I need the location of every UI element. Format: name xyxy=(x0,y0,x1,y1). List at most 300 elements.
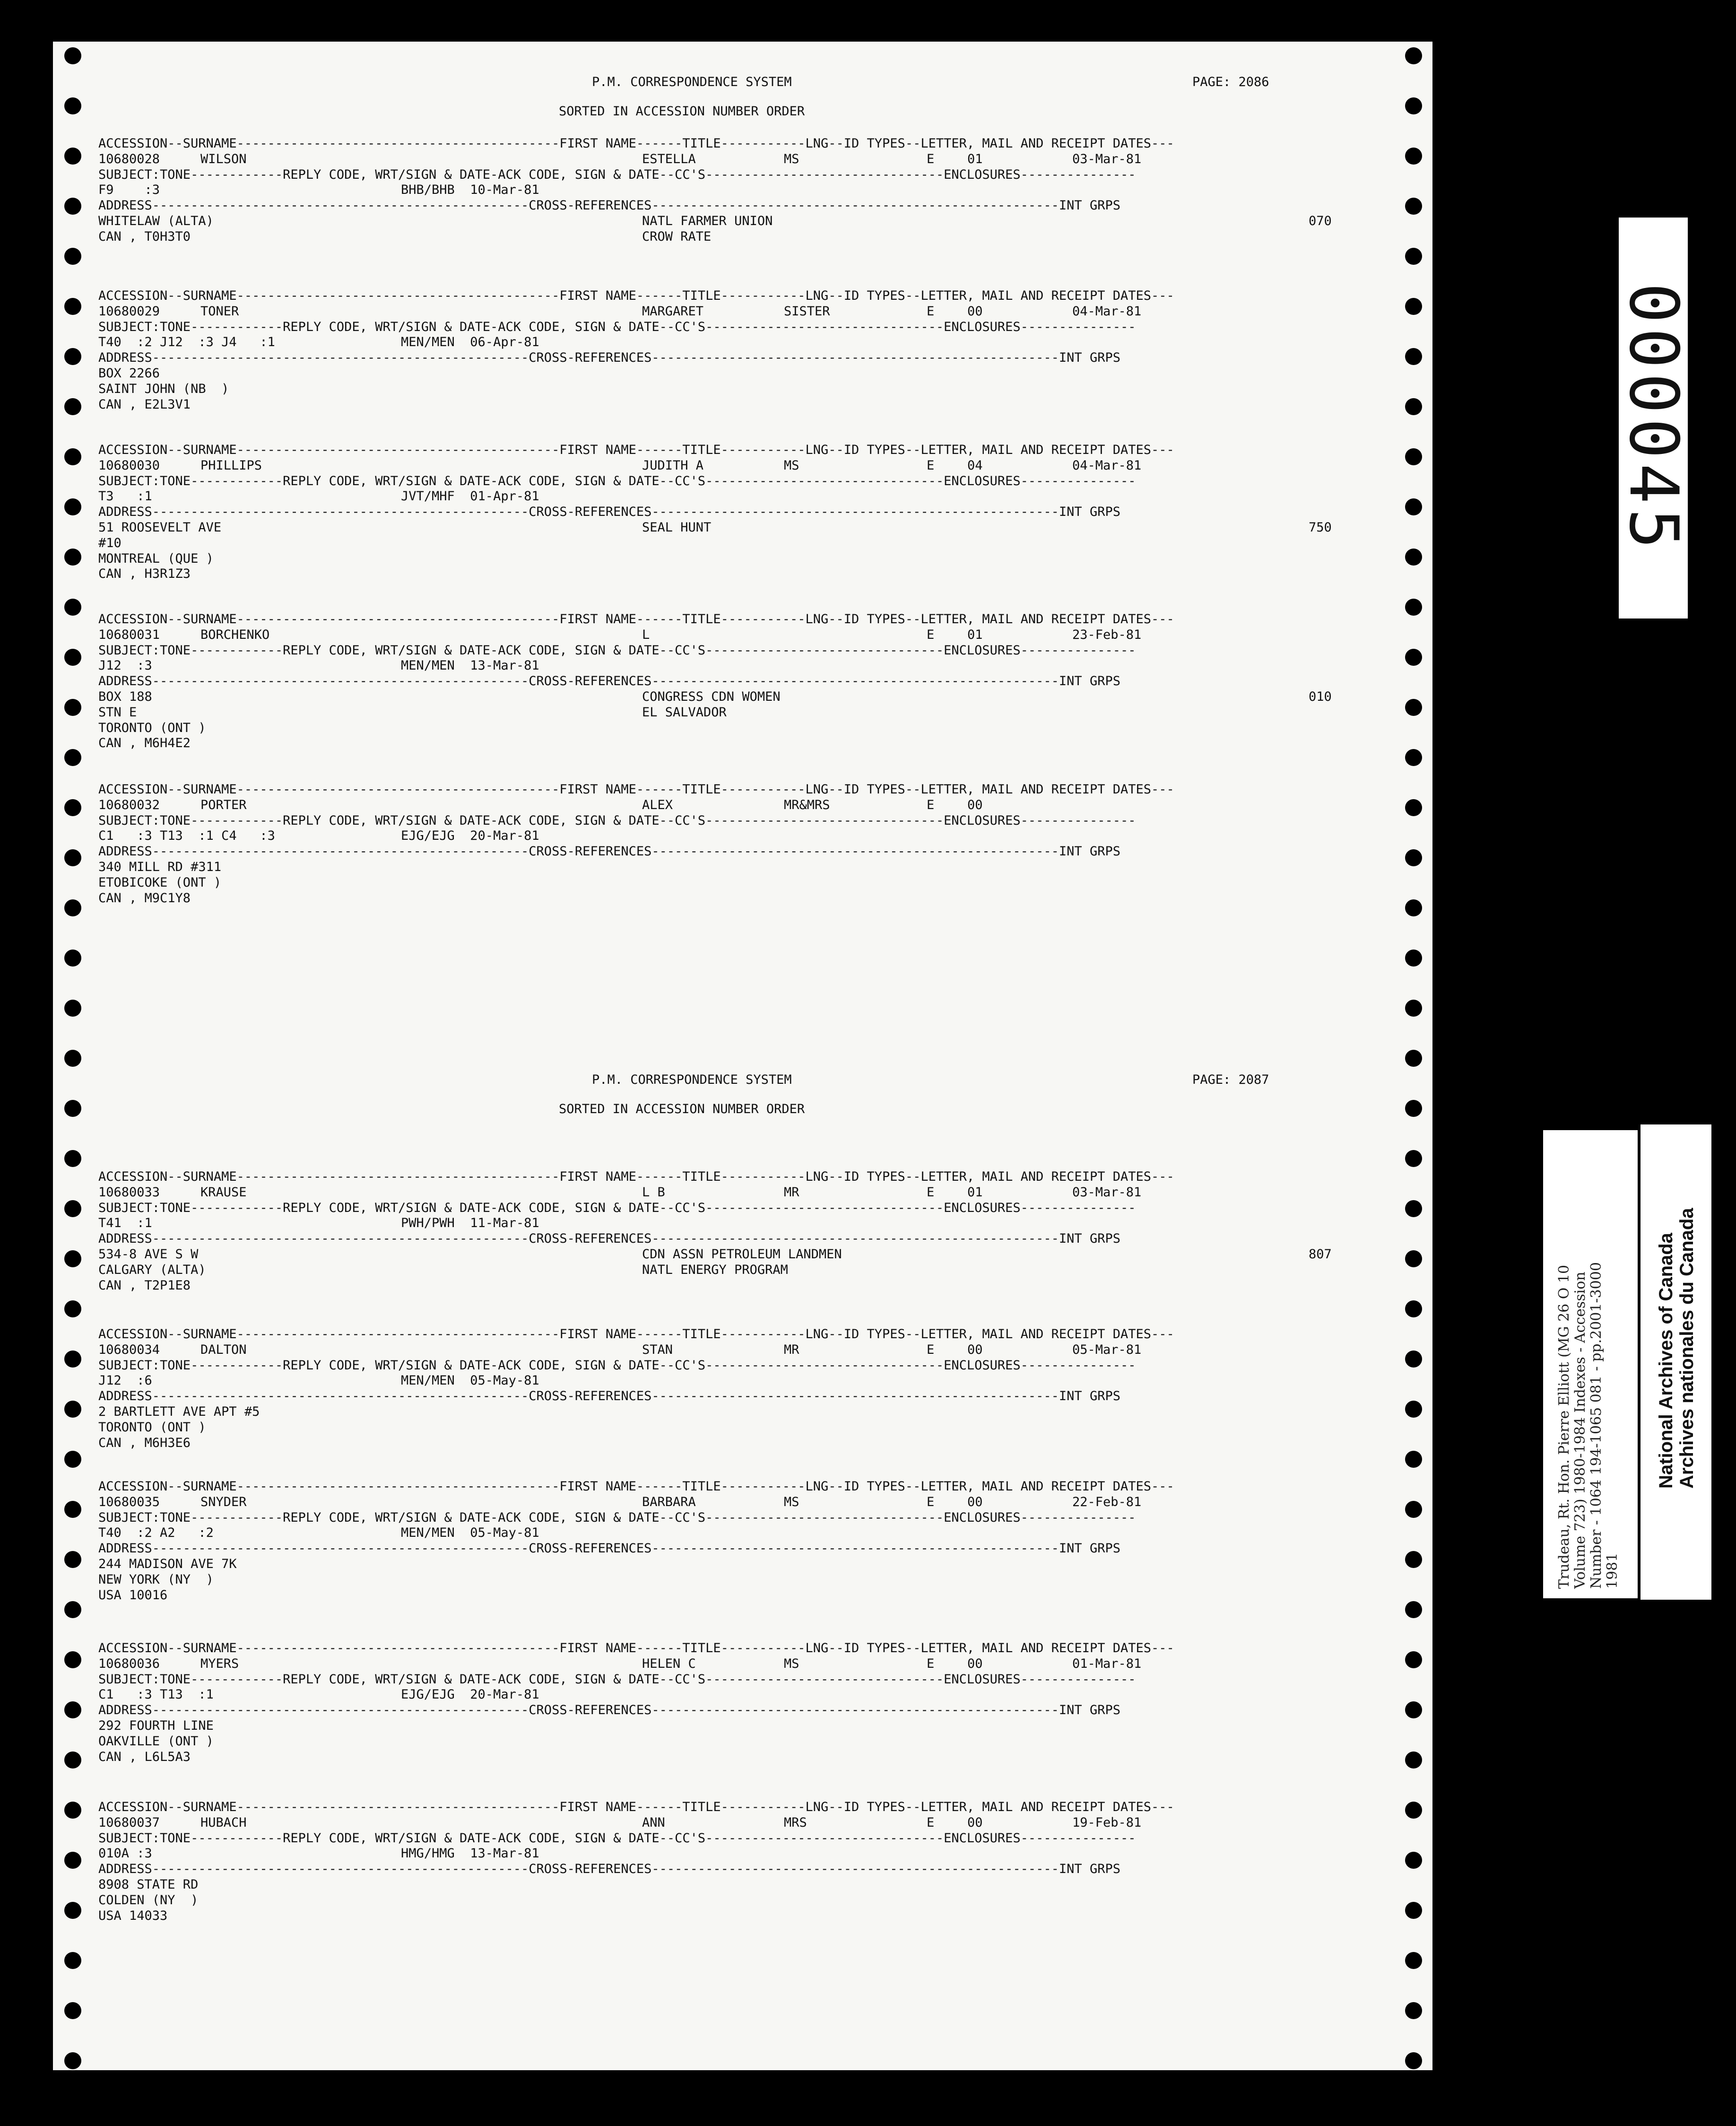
address-line: #10 xyxy=(98,535,122,550)
address-row xyxy=(98,689,1384,705)
address-line: USA 10016 xyxy=(98,1587,168,1603)
subject-values-row xyxy=(98,335,1384,350)
surname: PHILLIPS xyxy=(200,458,262,473)
header-line-2: SUBJECT:TONE------------REPLY CODE, WRT/SIGN & DATE-ACK CODE, SIGN & DATE--CC'S-------------------------------ENCLOSURES--------------- xyxy=(98,813,1136,828)
subject-values-row xyxy=(98,489,1384,505)
first-name: HELEN C xyxy=(642,1656,696,1671)
tractor-hole xyxy=(64,1351,81,1368)
int-grps: 070 xyxy=(1309,213,1332,228)
reply-code: MEN/MEN 05-May-81 xyxy=(401,1373,539,1388)
accession-record xyxy=(98,782,1384,906)
tractor-hole xyxy=(1405,1000,1422,1017)
language: E xyxy=(927,151,935,166)
title: MS xyxy=(784,1494,799,1509)
cross-reference: NATL ENERGY PROGRAM xyxy=(642,1262,788,1277)
header-line-3: ADDRESS-------------------------------------------------CROSS-REFERENCES-----------------------------------------------------INT GRPS xyxy=(98,505,1120,520)
language: E xyxy=(927,797,935,812)
id-type: 01 xyxy=(967,1185,983,1200)
title: SISTER xyxy=(784,304,830,319)
address-header-row xyxy=(98,350,1384,366)
record-header-row xyxy=(98,288,1384,304)
archive-institution-label xyxy=(1641,1124,1711,1600)
address-line: CAN , T0H3T0 xyxy=(98,229,191,244)
language: E xyxy=(927,1342,935,1357)
address-line: ETOBICOKE (ONT ) xyxy=(98,875,222,890)
tractor-hole xyxy=(64,749,81,766)
header-line-3: ADDRESS-------------------------------------------------CROSS-REFERENCES-----------------------------------------------------INT GRPS xyxy=(98,198,1120,213)
page-number: PAGE: 2087 xyxy=(1192,1072,1269,1087)
title: MR xyxy=(784,1342,799,1357)
subject-header-row xyxy=(98,1510,1384,1526)
accession-record xyxy=(98,612,1384,751)
accession-number: 10680028 xyxy=(98,151,160,166)
reply-code: HMG/HMG 13-Mar-81 xyxy=(401,1846,539,1861)
tractor-hole xyxy=(64,1551,81,1568)
address-header-row xyxy=(98,674,1384,689)
accession-record xyxy=(98,1800,1384,1924)
address-row xyxy=(98,1247,1384,1263)
address-line: CAN , H3R1Z3 xyxy=(98,566,191,582)
header-line-1: ACCESSION--SURNAME------------------------------------------FIRST NAME------TITLE-----------LNG--ID TYPES--LETTER, MAIL AND RECEIPT DATES--- xyxy=(98,782,1174,797)
record-values-row xyxy=(98,627,1384,643)
header-line-1: ACCESSION--SURNAME------------------------------------------FIRST NAME------TITLE-----------LNG--ID TYPES--LETTER, MAIL AND RECEIPT DATES--- xyxy=(98,1169,1174,1184)
id-type: 00 xyxy=(967,304,983,319)
header-line-2: SUBJECT:TONE------------REPLY CODE, WRT/SIGN & DATE-ACK CODE, SIGN & DATE--CC'S-------------------------------ENCLOSURES--------------- xyxy=(98,643,1136,658)
tractor-hole xyxy=(1405,1701,1422,1718)
tractor-hole xyxy=(64,148,81,165)
header-line-1: ACCESSION--SURNAME------------------------------------------FIRST NAME------TITLE-----------LNG--ID TYPES--LETTER, MAIL AND RECEIPT DATES--- xyxy=(98,136,1174,151)
tractor-hole xyxy=(64,1751,81,1769)
address-row xyxy=(98,366,1384,382)
accession-number: 10680032 xyxy=(98,797,160,812)
address-line: CAN , T2P1E8 xyxy=(98,1278,191,1293)
reply-code: MEN/MEN 05-May-81 xyxy=(401,1525,539,1541)
address-line: CAN , M9C1Y8 xyxy=(98,890,191,906)
subject-header-row xyxy=(98,1672,1384,1688)
title: MS xyxy=(784,1656,799,1671)
address-header-row xyxy=(98,505,1384,520)
address-row xyxy=(98,1420,1384,1436)
tractor-hole xyxy=(64,1952,81,1969)
subject-tone: 010A :3 xyxy=(98,1846,152,1861)
tractor-hole xyxy=(64,2002,81,2019)
tractor-hole xyxy=(64,1651,81,1668)
address-header-row xyxy=(98,1541,1384,1557)
address-row xyxy=(98,1572,1384,1588)
microfilm-frame-number xyxy=(1614,218,1693,619)
language: E xyxy=(927,1185,935,1200)
id-type: 00 xyxy=(967,797,983,812)
header-line-2: SUBJECT:TONE------------REPLY CODE, WRT/SIGN & DATE-ACK CODE, SIGN & DATE--CC'S-------------------------------ENCLOSURES--------------- xyxy=(98,473,1136,488)
address-row xyxy=(98,860,1384,875)
tractor-hole xyxy=(1405,498,1422,515)
tractor-hole xyxy=(64,1802,81,1819)
page-subtitle: SORTED IN ACCESSION NUMBER ORDER xyxy=(559,1102,805,1116)
subject-values-row xyxy=(98,828,1384,844)
language: E xyxy=(927,627,935,642)
tractor-hole xyxy=(1405,899,1422,916)
tractor-hole xyxy=(64,298,81,315)
tractor-hole xyxy=(64,799,81,816)
first-name: STAN xyxy=(642,1342,673,1357)
record-values-row xyxy=(98,152,1384,167)
accession-number: 10680037 xyxy=(98,1815,160,1830)
subject-values-row xyxy=(98,183,1384,198)
language: E xyxy=(927,1815,935,1830)
accession-record xyxy=(98,1479,1384,1603)
tractor-hole xyxy=(1405,1451,1422,1468)
address-row xyxy=(98,536,1384,551)
tractor-hole xyxy=(64,649,81,666)
tractor-hole xyxy=(64,1451,81,1468)
record-values-row xyxy=(98,304,1384,320)
tractor-hole xyxy=(1405,1802,1422,1819)
tractor-hole xyxy=(1405,1150,1422,1167)
header-line-2: SUBJECT:TONE------------REPLY CODE, WRT/SIGN & DATE-ACK CODE, SIGN & DATE--CC'S-------------------------------ENCLOSURES--------------- xyxy=(98,1358,1136,1373)
letter-date: 19-Feb-81 xyxy=(1072,1815,1142,1830)
header-line-2: SUBJECT:TONE------------REPLY CODE, WRT/SIGN & DATE-ACK CODE, SIGN & DATE--CC'S-------------------------------ENCLOSURES--------------- xyxy=(98,1672,1136,1687)
tractor-hole xyxy=(1405,599,1422,616)
institution-french: Archives nationales du Canada xyxy=(1676,1208,1697,1489)
cross-reference: SEAL HUNT xyxy=(642,520,712,535)
tractor-hole xyxy=(64,248,81,265)
subject-header-row xyxy=(98,1831,1384,1847)
address-line: CAN , E2L3V1 xyxy=(98,397,191,412)
address-line: 244 MADISON AVE 7K xyxy=(98,1556,237,1571)
accession-record xyxy=(98,1327,1384,1451)
address-row xyxy=(98,1436,1384,1451)
address-row xyxy=(98,214,1384,229)
address-line: 2 BARTLETT AVE APT #5 xyxy=(98,1404,260,1419)
tractor-hole xyxy=(1405,97,1422,114)
address-line: 51 ROOSEVELT AVE xyxy=(98,520,222,535)
address-line: 8908 STATE RD xyxy=(98,1877,199,1892)
accession-number: 10680033 xyxy=(98,1185,160,1200)
address-row xyxy=(98,566,1384,582)
first-name: BARBARA xyxy=(642,1494,696,1509)
int-grps: 750 xyxy=(1309,520,1332,535)
tractor-hole xyxy=(1405,1902,1422,1919)
record-header-row xyxy=(98,612,1384,627)
header-line-1: ACCESSION--SURNAME------------------------------------------FIRST NAME------TITLE-----------LNG--ID TYPES--LETTER, MAIL AND RECEIPT DATES--- xyxy=(98,443,1174,457)
tractor-hole xyxy=(64,198,81,215)
address-header-row xyxy=(98,1389,1384,1404)
address-row xyxy=(98,736,1384,751)
letter-date: 23-Feb-81 xyxy=(1072,627,1142,642)
title: MR xyxy=(784,1185,799,1200)
header-line-3: ADDRESS-------------------------------------------------CROSS-REFERENCES-----------------------------------------------------INT GRPS xyxy=(98,1703,1120,1718)
first-name: ALEX xyxy=(642,797,673,812)
subject-header-row xyxy=(98,320,1384,335)
address-line: SAINT JOHN (NB ) xyxy=(98,381,229,396)
tractor-hole xyxy=(64,899,81,916)
record-values-row xyxy=(98,458,1384,474)
tractor-hole xyxy=(1405,849,1422,866)
address-row xyxy=(98,1750,1384,1765)
address-line: 340 MILL RD #311 xyxy=(98,859,222,874)
cross-reference: NATL FARMER UNION xyxy=(642,213,773,228)
tractor-hole xyxy=(1405,1401,1422,1418)
tractor-hole xyxy=(64,849,81,866)
accession-record xyxy=(98,1169,1384,1293)
cross-reference: CROW RATE xyxy=(642,229,712,244)
letter-date: 01-Mar-81 xyxy=(1072,1656,1142,1671)
address-line: CAN , M6H4E2 xyxy=(98,736,191,751)
citation-line-2: Volume 723) 1980-1984 Indexes - Accession xyxy=(1572,1272,1588,1589)
reply-code: JVT/MHF 01-Apr-81 xyxy=(401,489,539,504)
id-type: 01 xyxy=(967,151,983,166)
page-number: PAGE: 2086 xyxy=(1192,75,1269,89)
address-line: COLDEN (NY ) xyxy=(98,1892,199,1908)
id-type: 04 xyxy=(967,458,983,473)
tractor-hole xyxy=(64,498,81,515)
record-values-row xyxy=(98,1656,1384,1672)
address-line: CAN , L6L5A3 xyxy=(98,1749,191,1764)
address-line: CAN , M6H3E6 xyxy=(98,1435,191,1450)
tractor-hole xyxy=(1405,799,1422,816)
id-type: 00 xyxy=(967,1656,983,1671)
record-header-row xyxy=(98,1800,1384,1815)
subject-tone: J12 :3 xyxy=(98,658,152,673)
address-row xyxy=(98,1263,1384,1278)
id-type: 00 xyxy=(967,1342,983,1357)
first-name: L xyxy=(642,627,650,642)
header-line-2: SUBJECT:TONE------------REPLY CODE, WRT/SIGN & DATE-ACK CODE, SIGN & DATE--CC'S-------------------------------ENCLOSURES--------------- xyxy=(98,1830,1136,1846)
tractor-hole xyxy=(1405,749,1422,766)
first-name: ESTELLA xyxy=(642,151,696,166)
surname: WILSON xyxy=(200,151,247,166)
subject-values-row xyxy=(98,1846,1384,1862)
surname: MYERS xyxy=(200,1656,239,1671)
tractor-hole xyxy=(64,1902,81,1919)
surname: BORCHENKO xyxy=(200,627,270,642)
address-row xyxy=(98,397,1384,413)
surname: TONER xyxy=(200,304,239,319)
citation-line-1: Trudeau, Rt. Hon. Pierre Elliott (MG 26 O 10 xyxy=(1556,1264,1572,1589)
record-header-row xyxy=(98,1327,1384,1342)
accession-number: 10680034 xyxy=(98,1342,160,1357)
address-row xyxy=(98,382,1384,397)
tractor-hole xyxy=(64,448,81,465)
header-line-1: ACCESSION--SURNAME------------------------------------------FIRST NAME------TITLE-----------LNG--ID TYPES--LETTER, MAIL AND RECEIPT DATES--- xyxy=(98,1641,1174,1655)
reply-code: MEN/MEN 06-Apr-81 xyxy=(401,335,539,350)
first-name: MARGARET xyxy=(642,304,704,319)
tractor-hole xyxy=(1405,950,1422,967)
accession-number: 10680031 xyxy=(98,627,160,642)
tractor-hole xyxy=(1405,348,1422,365)
title: MS xyxy=(784,458,799,473)
address-row xyxy=(98,520,1384,536)
tractor-hole xyxy=(64,1401,81,1418)
reply-code: PWH/PWH 11-Mar-81 xyxy=(401,1216,539,1231)
address-row xyxy=(98,1734,1384,1750)
tractor-hole xyxy=(64,1100,81,1117)
archive-citation-label xyxy=(1543,1130,1638,1598)
header-line-2: SUBJECT:TONE------------REPLY CODE, WRT/SIGN & DATE-ACK CODE, SIGN & DATE--CC'S-------------------------------ENCLOSURES--------------- xyxy=(98,1510,1136,1525)
tractor-hole xyxy=(1405,1852,1422,1869)
record-values-row xyxy=(98,1495,1384,1510)
letter-date: 04-Mar-81 xyxy=(1072,304,1142,319)
tractor-hole xyxy=(1405,448,1422,465)
language: E xyxy=(927,304,935,319)
tractor-hole xyxy=(64,1000,81,1017)
subject-tone: F9 :3 xyxy=(98,183,160,198)
accession-number: 10680036 xyxy=(98,1656,160,1671)
header-line-1: ACCESSION--SURNAME------------------------------------------FIRST NAME------TITLE-----------LNG--ID TYPES--LETTER, MAIL AND RECEIPT DATES--- xyxy=(98,1800,1174,1814)
address-line: TORONTO (ONT ) xyxy=(98,1420,206,1435)
accession-number: 10680029 xyxy=(98,304,160,319)
title: MS xyxy=(784,151,799,166)
printout-paper xyxy=(53,42,1432,2070)
header-line-3: ADDRESS-------------------------------------------------CROSS-REFERENCES-----------------------------------------------------INT GRPS xyxy=(98,1231,1120,1246)
cross-reference: EL SALVADOR xyxy=(642,705,727,720)
tractor-hole xyxy=(1405,549,1422,566)
tractor-hole xyxy=(1405,248,1422,265)
tractor-hole xyxy=(64,549,81,566)
tractor-hole xyxy=(1405,1601,1422,1618)
language: E xyxy=(927,458,935,473)
accession-record xyxy=(98,288,1384,412)
surname: HUBACH xyxy=(200,1815,247,1830)
frame-number-text: 000045 xyxy=(1614,282,1693,554)
tractor-hole xyxy=(1405,1351,1422,1368)
address-row xyxy=(98,721,1384,736)
title: MRS xyxy=(784,1815,807,1830)
accession-record xyxy=(98,136,1384,245)
language: E xyxy=(927,1494,935,1509)
record-values-row xyxy=(98,798,1384,813)
citation-line-3: Number - 1064 194-1065 081 - pp.2001-3000 xyxy=(1588,1262,1605,1589)
header-line-1: ACCESSION--SURNAME------------------------------------------FIRST NAME------TITLE-----------LNG--ID TYPES--LETTER, MAIL AND RECEIPT DATES--- xyxy=(98,288,1174,303)
subject-tone: T3 :1 xyxy=(98,489,152,504)
surname: SNYDER xyxy=(200,1494,247,1509)
address-row xyxy=(98,1404,1384,1420)
tractor-hole xyxy=(64,47,81,64)
header-line-3: ADDRESS-------------------------------------------------CROSS-REFERENCES-----------------------------------------------------INT GRPS xyxy=(98,844,1120,859)
page-title: P.M. CORRESPONDENCE SYSTEM xyxy=(592,75,792,89)
tractor-hole xyxy=(1405,1952,1422,1969)
header-line-3: ADDRESS-------------------------------------------------CROSS-REFERENCES-----------------------------------------------------INT GRPS xyxy=(98,350,1120,366)
subject-tone: T41 :1 xyxy=(98,1216,152,1231)
tractor-hole xyxy=(1405,398,1422,415)
header-line-1: ACCESSION--SURNAME------------------------------------------FIRST NAME------TITLE-----------LNG--ID TYPES--LETTER, MAIL AND RECEIPT DATES--- xyxy=(98,1479,1174,1494)
cross-reference: CDN ASSN PETROLEUM LANDMEN xyxy=(642,1246,842,1262)
address-line: BOX 188 xyxy=(98,689,152,704)
letter-date: 03-Mar-81 xyxy=(1072,151,1142,166)
subject-header-row xyxy=(98,474,1384,489)
tractor-hole xyxy=(1405,649,1422,666)
subject-header-row xyxy=(98,1201,1384,1216)
tractor-hole xyxy=(64,1601,81,1618)
id-type: 00 xyxy=(967,1815,983,1830)
page-title: P.M. CORRESPONDENCE SYSTEM xyxy=(592,1072,792,1087)
header-line-2: SUBJECT:TONE------------REPLY CODE, WRT/SIGN & DATE-ACK CODE, SIGN & DATE--CC'S-------------------------------ENCLOSURES--------------- xyxy=(98,167,1136,182)
record-header-row xyxy=(98,443,1384,458)
address-row xyxy=(98,1893,1384,1908)
tractor-hole xyxy=(1405,699,1422,716)
letter-date: 03-Mar-81 xyxy=(1072,1185,1142,1200)
tractor-hole xyxy=(64,2052,81,2069)
address-line: BOX 2266 xyxy=(98,366,160,381)
tractor-hole xyxy=(64,398,81,415)
subject-header-row xyxy=(98,643,1384,659)
tractor-hole xyxy=(1405,1651,1422,1668)
tractor-hole xyxy=(1405,1050,1422,1067)
record-header-row xyxy=(98,782,1384,798)
header-line-3: ADDRESS-------------------------------------------------CROSS-REFERENCES-----------------------------------------------------INT GRPS xyxy=(98,1862,1120,1877)
institution-text xyxy=(1656,1208,1697,1489)
address-line: OAKVILLE (ONT ) xyxy=(98,1734,214,1749)
address-line: 534-8 AVE S W xyxy=(98,1246,199,1262)
header-line-3: ADDRESS-------------------------------------------------CROSS-REFERENCES-----------------------------------------------------INT GRPS xyxy=(98,1541,1120,1556)
header-line-2: SUBJECT:TONE------------REPLY CODE, WRT/SIGN & DATE-ACK CODE, SIGN & DATE--CC'S-------------------------------ENCLOSURES--------------- xyxy=(98,1200,1136,1215)
reply-code: EJG/EJG 20-Mar-81 xyxy=(401,828,539,844)
address-line: CALGARY (ALTA) xyxy=(98,1262,206,1277)
address-row xyxy=(98,229,1384,245)
tractor-hole xyxy=(1405,1100,1422,1117)
tractor-hole xyxy=(1405,1250,1422,1267)
header-line-3: ADDRESS-------------------------------------------------CROSS-REFERENCES-----------------------------------------------------INT GRPS xyxy=(98,1389,1120,1404)
subject-tone: J12 :6 xyxy=(98,1373,152,1388)
header-line-3: ADDRESS-------------------------------------------------CROSS-REFERENCES-----------------------------------------------------INT GRPS xyxy=(98,674,1120,689)
address-header-row xyxy=(98,1862,1384,1877)
address-row xyxy=(98,1557,1384,1572)
address-row xyxy=(98,875,1384,891)
id-type: 00 xyxy=(967,1494,983,1509)
address-header-row xyxy=(98,844,1384,860)
tractor-hole xyxy=(64,1050,81,1067)
address-line: NEW YORK (NY ) xyxy=(98,1572,214,1587)
address-row xyxy=(98,1588,1384,1603)
reply-code: MEN/MEN 13-Mar-81 xyxy=(401,658,539,673)
citation-line-4: 1981 xyxy=(1604,1552,1621,1589)
int-grps: 807 xyxy=(1309,1246,1332,1262)
address-row xyxy=(98,1278,1384,1294)
subject-values-row xyxy=(98,1525,1384,1541)
record-header-row xyxy=(98,1169,1384,1185)
address-line: MONTREAL (QUE ) xyxy=(98,551,214,566)
tractor-hole xyxy=(1405,298,1422,315)
subject-values-row xyxy=(98,1216,1384,1231)
id-type: 01 xyxy=(967,627,983,642)
title: MR&MRS xyxy=(784,797,830,812)
surname: KRAUSE xyxy=(200,1185,247,1200)
cross-reference: CONGRESS CDN WOMEN xyxy=(642,689,781,704)
subject-tone: T40 :2 J12 :3 J4 :1 xyxy=(98,335,275,350)
surname: PORTER xyxy=(200,797,247,812)
address-row xyxy=(98,705,1384,721)
tractor-hole xyxy=(64,1300,81,1317)
tractor-hole xyxy=(64,950,81,967)
address-line: TORONTO (ONT ) xyxy=(98,720,206,735)
address-header-row xyxy=(98,1231,1384,1247)
tractor-hole xyxy=(1405,148,1422,165)
tractor-hole xyxy=(1405,2002,1422,2019)
accession-record xyxy=(98,1641,1384,1765)
tractor-hole xyxy=(64,1150,81,1167)
letter-date: 22-Feb-81 xyxy=(1072,1494,1142,1509)
subject-values-row xyxy=(98,1373,1384,1389)
surname: DALTON xyxy=(200,1342,247,1357)
record-values-row xyxy=(98,1815,1384,1831)
subject-header-row xyxy=(98,167,1384,183)
subject-tone: C1 :3 T13 :1 C4 :3 xyxy=(98,828,275,844)
record-values-row xyxy=(98,1342,1384,1358)
address-row xyxy=(98,1877,1384,1893)
accession-number: 10680035 xyxy=(98,1494,160,1509)
address-row xyxy=(98,891,1384,906)
address-header-row xyxy=(98,1703,1384,1718)
